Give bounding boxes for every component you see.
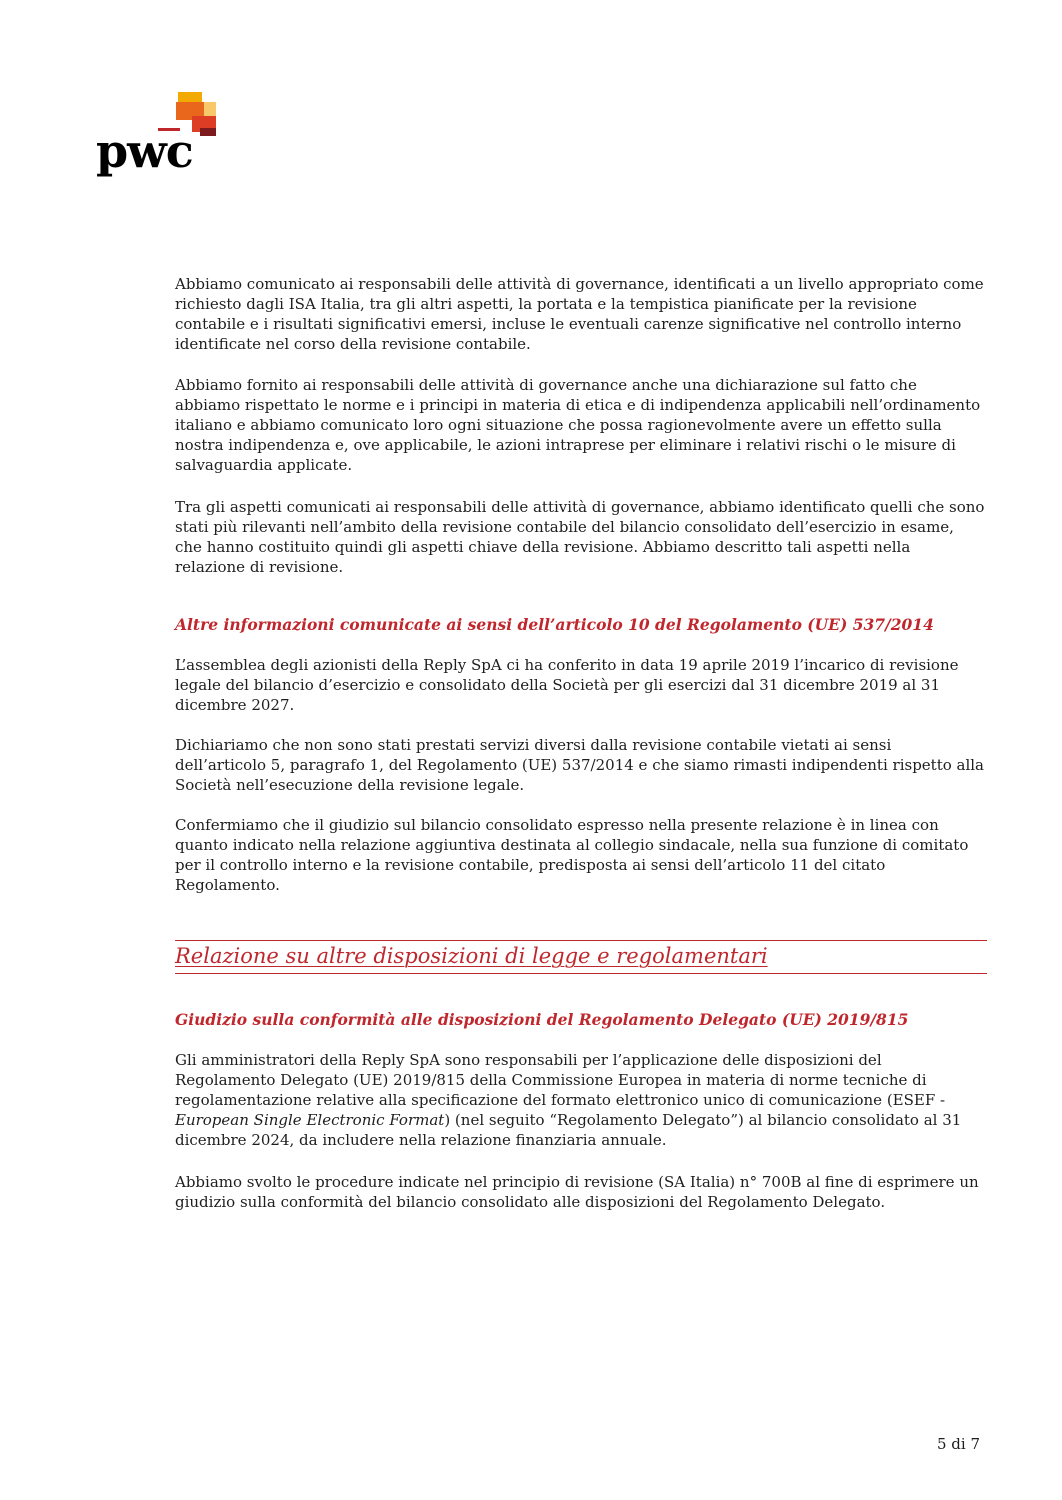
subheading-esef: Giudizio sulla conformità alle disposizioni del Regolamento Delegato (UE) 2019/815 (175, 1010, 909, 1029)
esef-paragraph-wrap (175, 1050, 985, 1150)
paragraph-governance-2: Abbiamo fornito ai responsabili delle attività di governance anche una dichiarazione sul fatto che abbiamo rispettato le norme e i principi in materia di etica e di indipendenza applicabili nell’ordinamento italiano e abbiamo comunicato loro ogni situazione che possa ragionevolmente avere un effetto sulla nostra indipendenza e, ove applicabile, le azioni intraprese per eliminare i relativi rischi o le misure di salvaguardia applicate. (175, 376, 981, 474)
governance-paragraph-2-wrap (175, 375, 985, 475)
logo-text: pwc (96, 124, 193, 178)
subheading-2-wrap (175, 1009, 985, 1031)
final-paragraph-wrap (175, 1172, 985, 1212)
subheading-article-10: Altre informazioni comunicate ai sensi dell’articolo 10 del Regolamento (UE) 537/2014 (175, 615, 934, 634)
governance-paragraphs (175, 274, 985, 354)
paragraph-final: Abbiamo svolto le procedure indicate nel principio di revisione (SA Italia) n° 700B al fine di esprimere un giudizio sulla conformità del bilancio consolidato alle disposizioni del Regolamento Delegato. (175, 1173, 979, 1211)
esef-text-part1: Gli amministratori della Reply SpA sono responsabili per l’applicazione delle disposizioni del Regolamento Delegato (UE) 2019/815 della Commissione Europea in materia di norme tecniche di regolamentazione relative alla specificazione del formato elettronico unico di comunicazione (ESEF - (175, 1051, 946, 1109)
paragraph-other-2: Dichiariamo che non sono stati prestati servizi diversi dalla revisione contabile vietati ai sensi dell’articolo 5, paragrafo 1, del Regolamento (UE) 537/2014 e che siamo rimasti indipendenti rispetto alla Società nell’esecuzione della revisione legale. (175, 736, 985, 794)
paragraph-esef (175, 1050, 985, 1150)
paragraph-other-1: L’assemblea degli azionisti della Reply SpA ci ha conferito in data 19 aprile 2019 l’incarico di revisione legale del bilancio d’esercizio e consolidato della Società per gli esercizi dal 31 dicembre 2019 al 31 dicembre 2027. (175, 656, 959, 714)
esef-text-italic: European Single Electronic Format (175, 1111, 445, 1129)
paragraph-governance-1: Abbiamo comunicato ai responsabili delle attività di governance, identificati a un livello appropriato come richiesto dagli ISA Italia, tra gli altri aspetti, la portata e la tempistica pianificate per la revisione contabile e i risultati significativi emersi, incluse le eventuali carenze significative nel controllo interno identificate nel corso della revisione contabile. (175, 275, 984, 353)
paragraph-other-3: Confermiamo che il giudizio sul bilancio consolidato espresso nella presente relazione è in linea con quanto indicato nella relazione aggiuntiva destinata al collegio sindacale, nella sua funzione di comitato per il controllo interno e la revisione contabile, predisposta ai sensi dell’articolo 11 del citato Regolamento. (175, 816, 969, 894)
other-paragraph-3-wrap (175, 815, 985, 895)
section-heading: Relazione su altre disposizioni di legge e regolamentari (175, 944, 768, 968)
paragraph-governance-3: Tra gli aspetti comunicati ai responsabili delle attività di governance, abbiamo identificato quelli che sono stati più rilevanti nell’ambito della revisione contabile del bilancio consolidato dell’esercizio in esame, che hanno costituito quindi gli aspetti chiave della revisione. Abbiamo descritto tali aspetti nella relazione di revisione. (175, 498, 985, 576)
page-number: 5 di 7 (937, 1435, 981, 1453)
pwc-logo (96, 88, 236, 188)
esef-text-part2: ) (nel seguito “Regolamento Delegato”) al bilancio consolidato al 31 dicembre 2024, da includere nella relazione finanziaria annuale. (175, 1111, 962, 1149)
section-heading-box (175, 940, 987, 974)
logo-block-darkred (200, 128, 216, 136)
other-paragraph-1-wrap (175, 655, 985, 715)
other-paragraph-2-wrap (175, 735, 985, 795)
governance-paragraph-3-wrap (175, 497, 985, 577)
subheading-1-wrap (175, 614, 985, 636)
